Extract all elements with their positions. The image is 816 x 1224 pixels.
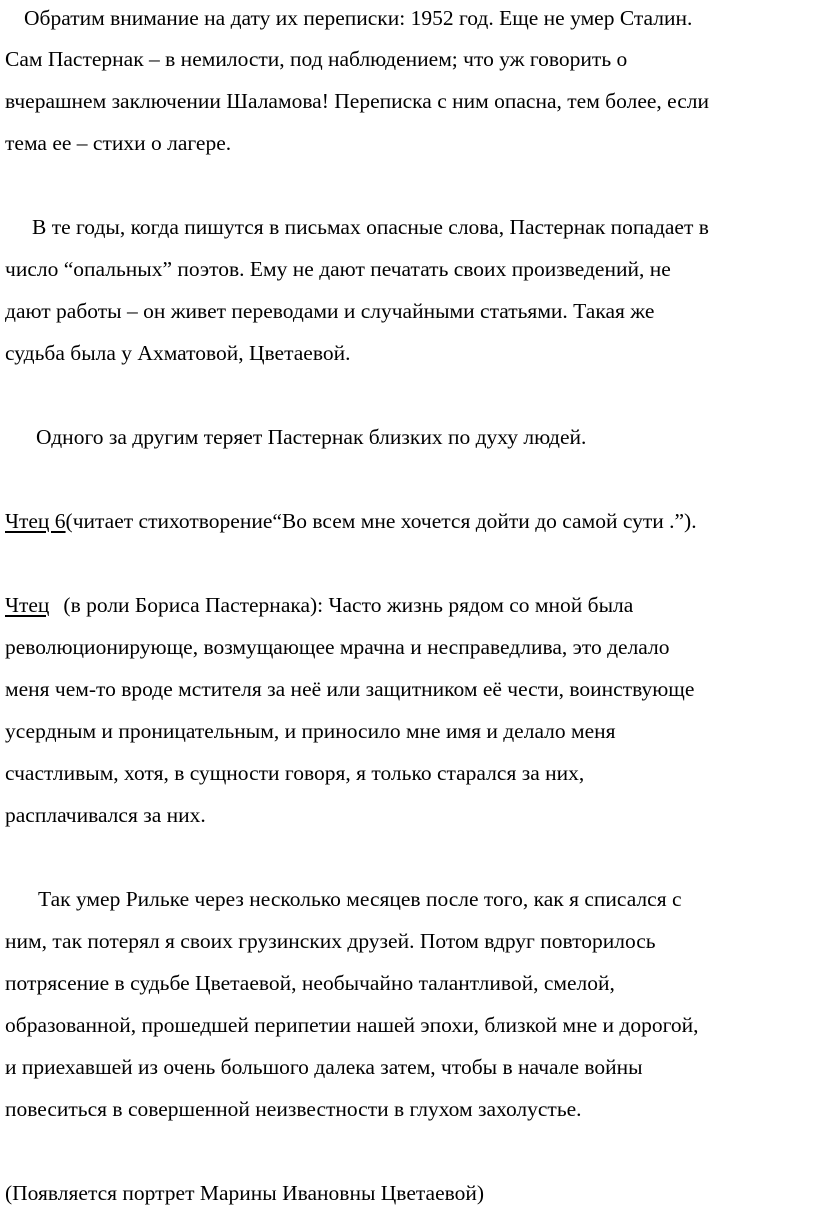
paragraph-2-line-1: В те годы, когда пишутся в письмах опасные слова, Пастернак попадает в bbox=[32, 215, 709, 239]
reader-pasternak-line-4: усердным и проницательным, и приносило мне имя и делало меня bbox=[5, 719, 616, 743]
paragraph-1-line-2: Сам Пастернак – в немилости, под наблюдением; что уж говорить о bbox=[5, 47, 628, 71]
paragraph-4-line-5: и приехавшей из очень большого далека затем, чтобы в начале войны bbox=[5, 1055, 643, 1079]
paragraph-2-line-2: число “опальных” поэтов. Ему не дают печатать своих произведений, не bbox=[5, 257, 671, 281]
paragraph-4-line-3: потрясение в судьбе Цветаевой, необычайно талантливой, смелой, bbox=[5, 971, 615, 995]
reader-pasternak-line-1 bbox=[5, 592, 633, 618]
paragraph-2-line-3: дают работы – он живет переводами и случайными статьями. Такая же bbox=[5, 299, 655, 323]
paragraph-4-line-6: повеситься в совершенной неизвестности в глухом захолустье. bbox=[5, 1097, 582, 1121]
paragraph-1-line-3: вчерашнем заключении Шаламова! Переписка с ним опасна, тем более, если bbox=[5, 89, 710, 113]
paragraph-4-line-1: Так умер Рильке через несколько месяцев после того, как я списался с bbox=[38, 887, 682, 911]
reader-pasternak-line-3: меня чем-то вроде мстителя за неё или защитником её чести, воинствующе bbox=[5, 677, 695, 701]
reader-pasternak-speaker: Чтец bbox=[5, 593, 50, 617]
reader-6-line bbox=[5, 508, 697, 534]
reader-pasternak-line-2: революционирующе, возмущающее мрачна и несправедлива, это делало bbox=[5, 635, 670, 659]
paragraph-4-line-4: образованной, прошедшей перипетии нашей эпохи, близкой мне и дорогой, bbox=[5, 1013, 699, 1037]
paragraph-4-line-2: ним, так потерял я своих грузинских друзей. Потом вдруг повторилось bbox=[5, 929, 656, 953]
stage-direction: (Появляется портрет Марины Ивановны Цветаевой) bbox=[5, 1181, 485, 1205]
paragraph-3-line-1: Одного за другим теряет Пастернак близких по духу людей. bbox=[36, 425, 587, 449]
paragraph-1-line-4: тема ее – стихи о лагере. bbox=[5, 131, 232, 155]
reader-pasternak-text-1: (в роли Бориса Пастернака): Часто жизнь рядом со мной была bbox=[63, 593, 634, 617]
paragraph-2-line-4: судьба была у Ахматовой, Цветаевой. bbox=[5, 341, 351, 365]
reader-6-text: (читает стихотворение“Во всем мне хочется дойти до самой сути .”). bbox=[65, 509, 697, 533]
reader-6-speaker: Чтец 6 bbox=[5, 509, 66, 533]
reader-pasternak-line-5: счастливым, хотя, в сущности говоря, я только старался за них, bbox=[5, 761, 585, 785]
reader-pasternak-line-6: расплачивался за них. bbox=[5, 803, 206, 827]
paragraph-1-line-1: Обратим внимание на дату их переписки: 1952 год. Еще не умер Сталин. bbox=[24, 6, 693, 30]
